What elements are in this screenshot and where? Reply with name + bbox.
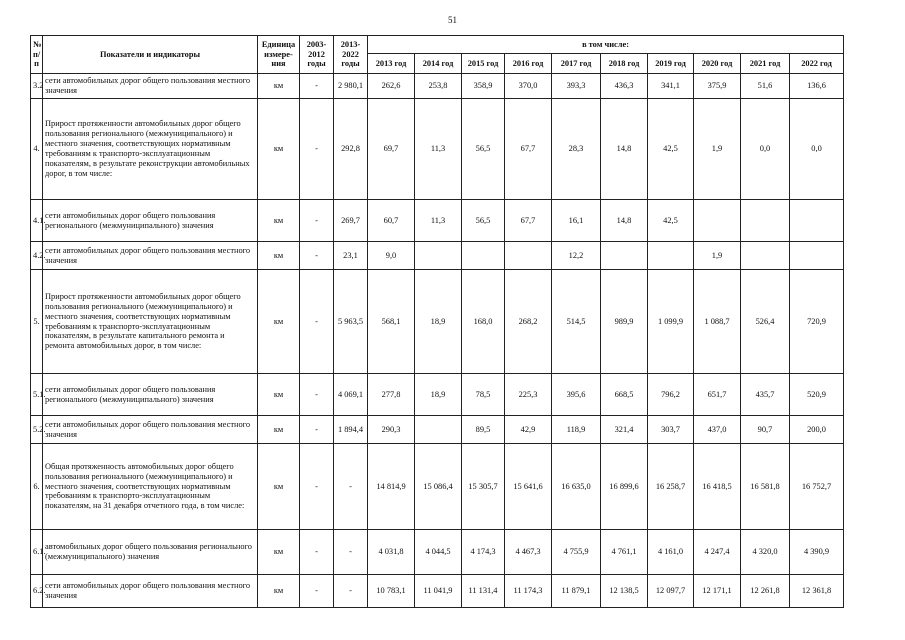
- table-row: [31, 575, 844, 608]
- indicator-name: сети автомобильных дорог общего пользования местного значения: [43, 242, 258, 270]
- year-value-cell: [648, 242, 694, 270]
- period-2003-2012-cell: -: [300, 530, 334, 575]
- period-2013-2022-cell: 269,7: [334, 200, 368, 242]
- year-value-cell: 168,0: [462, 270, 505, 374]
- year-value-cell: 14,8: [601, 200, 648, 242]
- year-value-cell: 526,4: [741, 270, 790, 374]
- year-value-cell: [415, 416, 462, 444]
- header-year: 2019 год: [648, 54, 694, 74]
- year-value-cell: 11 879,1: [552, 575, 601, 608]
- year-value-cell: 375,9: [694, 74, 741, 99]
- year-value-cell: [415, 242, 462, 270]
- year-value-cell: 321,4: [601, 416, 648, 444]
- table-row: [31, 74, 844, 99]
- header-year: 2015 год: [462, 54, 505, 74]
- unit-cell: км: [258, 200, 300, 242]
- indicator-name: сети автомобильных дорог общего пользования регионального (межмуниципального) значения: [43, 200, 258, 242]
- header-indicator: Показатели и индикаторы: [43, 36, 258, 74]
- year-value-cell: 89,5: [462, 416, 505, 444]
- year-value-cell: 12,2: [552, 242, 601, 270]
- year-value-cell: 303,7: [648, 416, 694, 444]
- year-value-cell: 78,5: [462, 374, 505, 416]
- year-value-cell: 4 761,1: [601, 530, 648, 575]
- year-value-cell: 16 418,5: [694, 444, 741, 530]
- year-value-cell: 42,5: [648, 200, 694, 242]
- year-value-cell: 262,6: [368, 74, 415, 99]
- row-number: 5.: [31, 270, 43, 374]
- year-value-cell: 225,3: [505, 374, 552, 416]
- header-period-2003-2012: 2003-2012 годы: [300, 36, 334, 74]
- page-number: 51: [448, 15, 457, 25]
- year-value-cell: 16 752,7: [790, 444, 844, 530]
- indicator-name: сети автомобильных дорог общего пользования местного значения: [43, 416, 258, 444]
- year-value-cell: 10 783,1: [368, 575, 415, 608]
- year-value-cell: 9,0: [368, 242, 415, 270]
- year-value-cell: 56,5: [462, 200, 505, 242]
- unit-cell: км: [258, 242, 300, 270]
- period-2003-2012-cell: -: [300, 416, 334, 444]
- year-value-cell: 12 097,7: [648, 575, 694, 608]
- row-number: 6.1.: [31, 530, 43, 575]
- year-value-cell: 16 581,8: [741, 444, 790, 530]
- period-2003-2012-cell: -: [300, 374, 334, 416]
- year-value-cell: 393,3: [552, 74, 601, 99]
- year-value-cell: 18,9: [415, 270, 462, 374]
- year-value-cell: 15 641,6: [505, 444, 552, 530]
- period-2013-2022-cell: 2 980,1: [334, 74, 368, 99]
- period-2013-2022-cell: 5 963,5: [334, 270, 368, 374]
- header-year: 2013 год: [368, 54, 415, 74]
- year-value-cell: 514,5: [552, 270, 601, 374]
- row-number: 3.2: [31, 74, 43, 99]
- period-2013-2022-cell: 4 069,1: [334, 374, 368, 416]
- year-value-cell: 16 635,0: [552, 444, 601, 530]
- year-value-cell: [741, 200, 790, 242]
- year-value-cell: 15 305,7: [462, 444, 505, 530]
- header-year: 2017 год: [552, 54, 601, 74]
- header-year: 2016 год: [505, 54, 552, 74]
- year-value-cell: 4 247,4: [694, 530, 741, 575]
- period-2013-2022-cell: -: [334, 530, 368, 575]
- year-value-cell: [505, 242, 552, 270]
- year-value-cell: 11 131,4: [462, 575, 505, 608]
- year-value-cell: 4 320,0: [741, 530, 790, 575]
- year-value-cell: [790, 242, 844, 270]
- year-value-cell: [694, 200, 741, 242]
- year-value-cell: 28,3: [552, 99, 601, 200]
- table-body: [31, 74, 844, 608]
- year-value-cell: 395,6: [552, 374, 601, 416]
- header-period-2013-2022: 2013-2022 годы: [334, 36, 368, 74]
- year-value-cell: 11 174,3: [505, 575, 552, 608]
- year-value-cell: 90,7: [741, 416, 790, 444]
- unit-cell: км: [258, 575, 300, 608]
- period-2013-2022-cell: 23,1: [334, 242, 368, 270]
- header-year: 2020 год: [694, 54, 741, 74]
- unit-cell: км: [258, 530, 300, 575]
- year-value-cell: 435,7: [741, 374, 790, 416]
- period-2003-2012-cell: -: [300, 444, 334, 530]
- unit-cell: км: [258, 444, 300, 530]
- period-2003-2012-cell: -: [300, 575, 334, 608]
- indicator-name: сети автомобильных дорог общего пользования регионального (межмуниципального) значения: [43, 374, 258, 416]
- table-row: [31, 416, 844, 444]
- row-number: 5.2.: [31, 416, 43, 444]
- indicator-name: Общая протяженность автомобильных дорог общего пользования регионального (межмуниципального) и местного значения, соответствующих нормативным требованиям к транспорто-эксплуатационным показателям, на 31 декабря отчетного года, в том числе:: [43, 444, 258, 530]
- year-value-cell: [462, 242, 505, 270]
- year-value-cell: 51,6: [741, 74, 790, 99]
- year-value-cell: [741, 242, 790, 270]
- year-value-cell: 1 099,9: [648, 270, 694, 374]
- table-row: [31, 374, 844, 416]
- year-value-cell: 437,0: [694, 416, 741, 444]
- period-2003-2012-cell: -: [300, 242, 334, 270]
- year-value-cell: 1 088,7: [694, 270, 741, 374]
- row-number: 4.1.: [31, 200, 43, 242]
- year-value-cell: 16 258,7: [648, 444, 694, 530]
- period-2003-2012-cell: -: [300, 270, 334, 374]
- header-year: 2021 год: [741, 54, 790, 74]
- header-unit: Единица измере-ния: [258, 36, 300, 74]
- year-value-cell: 118,9: [552, 416, 601, 444]
- year-value-cell: 12 171,1: [694, 575, 741, 608]
- year-value-cell: 0,0: [790, 99, 844, 200]
- unit-cell: км: [258, 74, 300, 99]
- year-value-cell: 358,9: [462, 74, 505, 99]
- row-number: 6.2.: [31, 575, 43, 608]
- year-value-cell: 520,9: [790, 374, 844, 416]
- year-value-cell: 290,3: [368, 416, 415, 444]
- table-row: [31, 270, 844, 374]
- header-year: 2018 год: [601, 54, 648, 74]
- table-row: [31, 242, 844, 270]
- year-value-cell: 14 814,9: [368, 444, 415, 530]
- year-value-cell: 42,9: [505, 416, 552, 444]
- year-value-cell: 0,0: [741, 99, 790, 200]
- year-value-cell: 4 390,9: [790, 530, 844, 575]
- year-value-cell: 253,8: [415, 74, 462, 99]
- year-value-cell: 989,9: [601, 270, 648, 374]
- year-value-cell: 67,7: [505, 200, 552, 242]
- year-value-cell: 341,1: [648, 74, 694, 99]
- row-number: 4.2.: [31, 242, 43, 270]
- year-value-cell: 15 086,4: [415, 444, 462, 530]
- row-number: 4.: [31, 99, 43, 200]
- year-value-cell: 12 138,5: [601, 575, 648, 608]
- unit-cell: км: [258, 416, 300, 444]
- year-value-cell: 11,3: [415, 99, 462, 200]
- year-value-cell: 720,9: [790, 270, 844, 374]
- year-value-cell: 69,7: [368, 99, 415, 200]
- header-num: № п/п: [31, 36, 43, 74]
- year-value-cell: 4 044,5: [415, 530, 462, 575]
- year-value-cell: 16,1: [552, 200, 601, 242]
- indicator-name: Прирост протяженности автомобильных дорог общего пользования регионального (межмуниципального) и местного значения, соответствующих нормативным требованиям к транспорто-эксплуатационным показателям, в результате реконструкции автомобильных дорог, в том числе:: [43, 99, 258, 200]
- indicator-name: автомобильных дорог общего пользования регионального (межмуниципального) значения: [43, 530, 258, 575]
- period-2013-2022-cell: 292,8: [334, 99, 368, 200]
- year-value-cell: 1,9: [694, 99, 741, 200]
- year-value-cell: 56,5: [462, 99, 505, 200]
- year-value-cell: 277,8: [368, 374, 415, 416]
- row-number: 6.: [31, 444, 43, 530]
- unit-cell: км: [258, 270, 300, 374]
- indicator-name: сети автомобильных дорог общего пользования местного значения: [43, 74, 258, 99]
- year-value-cell: 4 161,0: [648, 530, 694, 575]
- year-value-cell: 42,5: [648, 99, 694, 200]
- unit-cell: км: [258, 99, 300, 200]
- year-value-cell: 1,9: [694, 242, 741, 270]
- year-value-cell: 4 467,3: [505, 530, 552, 575]
- year-value-cell: 796,2: [648, 374, 694, 416]
- year-value-cell: 370,0: [505, 74, 552, 99]
- period-2013-2022-cell: 1 894,4: [334, 416, 368, 444]
- period-2013-2022-cell: -: [334, 575, 368, 608]
- period-2013-2022-cell: -: [334, 444, 368, 530]
- table-row: [31, 200, 844, 242]
- year-value-cell: 4 174,3: [462, 530, 505, 575]
- year-value-cell: 651,7: [694, 374, 741, 416]
- year-value-cell: 200,0: [790, 416, 844, 444]
- year-value-cell: 14,8: [601, 99, 648, 200]
- year-value-cell: 60,7: [368, 200, 415, 242]
- header-year: 2022 год: [790, 54, 844, 74]
- year-value-cell: [790, 200, 844, 242]
- header-year: 2014 год: [415, 54, 462, 74]
- year-value-cell: 67,7: [505, 99, 552, 200]
- year-value-cell: 18,9: [415, 374, 462, 416]
- year-value-cell: 136,6: [790, 74, 844, 99]
- year-value-cell: 16 899,6: [601, 444, 648, 530]
- year-value-cell: 4 031,8: [368, 530, 415, 575]
- year-value-cell: [601, 242, 648, 270]
- header-including: в том числе:: [368, 36, 844, 54]
- year-value-cell: 268,2: [505, 270, 552, 374]
- year-value-cell: 12 261,8: [741, 575, 790, 608]
- row-number: 5.1.: [31, 374, 43, 416]
- period-2003-2012-cell: -: [300, 200, 334, 242]
- year-value-cell: 11 041,9: [415, 575, 462, 608]
- indicators-table: [30, 35, 844, 608]
- year-value-cell: 11,3: [415, 200, 462, 242]
- unit-cell: км: [258, 374, 300, 416]
- year-value-cell: 12 361,8: [790, 575, 844, 608]
- year-value-cell: 436,3: [601, 74, 648, 99]
- period-2003-2012-cell: -: [300, 74, 334, 99]
- table-row: [31, 99, 844, 200]
- year-value-cell: 668,5: [601, 374, 648, 416]
- indicator-name: сети автомобильных дорог общего пользования местного значения: [43, 575, 258, 608]
- indicator-name: Прирост протяженности автомобильных дорог общего пользования регионального (межмуниципального) и местного значения, соответствующих нормативным требованиям к транспорто-эксплуатационным показателям, в результате капитального ремонта и ремонта автомобильных дорог, в том числе:: [43, 270, 258, 374]
- year-value-cell: 4 755,9: [552, 530, 601, 575]
- table-row: [31, 444, 844, 530]
- year-value-cell: 568,1: [368, 270, 415, 374]
- period-2003-2012-cell: -: [300, 99, 334, 200]
- table-row: [31, 530, 844, 575]
